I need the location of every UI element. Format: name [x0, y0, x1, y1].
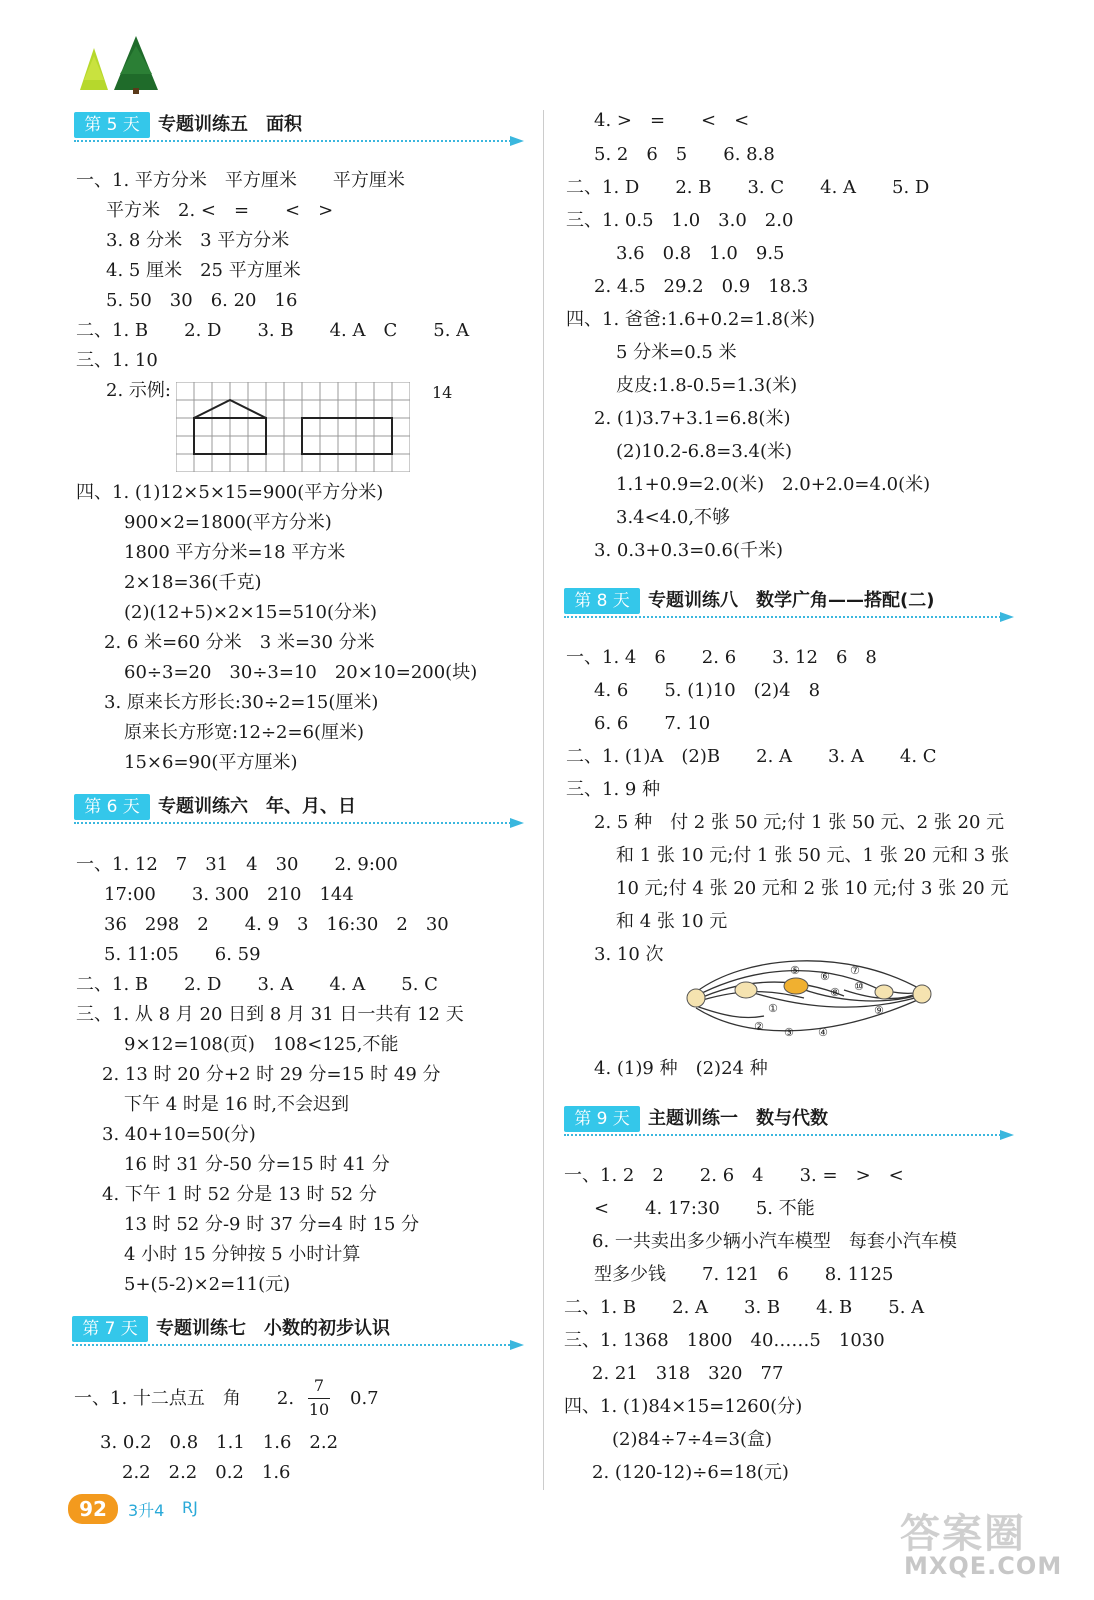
- answer-line: 一、1. 平方分米 平方厘米 平方厘米: [76, 170, 405, 191]
- answer-line: 2. 4.5 29.2 0.9 18.3: [594, 276, 809, 297]
- answer-line: 900×2=1800(平方分米): [124, 512, 332, 533]
- answer-line: 三、1. 10: [76, 350, 158, 371]
- dotted-rule: [74, 140, 518, 142]
- answer-line: 3.4<4.0,不够: [616, 507, 731, 528]
- answer-line: 5. 2 6 5 6. 8.8: [594, 144, 775, 165]
- answer-line: 13 时 52 分-9 时 37 分=4 时 15 分: [124, 1214, 420, 1235]
- answer-line: 2. 21 318 320 77: [592, 1363, 784, 1384]
- answer-line: 60÷3=20 30÷3=10 20×10=200(块): [124, 662, 478, 683]
- answer-line: 5 分米=0.5 米: [616, 342, 737, 363]
- answer-line: 4. > = < <: [594, 110, 750, 131]
- page-number: 92: [68, 1494, 118, 1524]
- arrow-icon: [1000, 612, 1014, 622]
- answer-line: 4. 5 厘米 25 平方厘米: [106, 260, 301, 281]
- answer-line: 2. 13 时 20 分+2 时 29 分=15 时 49 分: [102, 1064, 441, 1085]
- answer-line: 型多少钱 7. 121 6 8. 1125: [594, 1264, 894, 1285]
- answer-line: 一、1. 4 6 2. 6 3. 12 6 8: [566, 647, 877, 668]
- answer-line: 3. 10 次: [594, 944, 664, 965]
- answer-line: 三、1. 9 种: [566, 779, 661, 800]
- fraction-denominator: 10: [308, 1400, 330, 1419]
- answer-line: 3. 0.2 0.8 1.1 1.6 2.2: [100, 1432, 339, 1453]
- answer-line: 三、1. 0.5 1.0 3.0 2.0: [566, 210, 794, 231]
- answer-line: 一、1. 十二点五 角 2.: [74, 1388, 295, 1409]
- answer-line: 1.1+0.9=2.0(米) 2.0+2.0=4.0(米): [616, 474, 931, 495]
- answer-line: 10 元;付 4 张 20 元和 2 张 10 元;付 3 张 20 元: [616, 878, 1009, 899]
- answer-line: 15×6=90(平方厘米): [124, 752, 298, 773]
- answer-line: 5. 50 30 6. 20 16: [106, 290, 298, 311]
- circle-number: ⑩: [854, 980, 864, 993]
- answer-line: (2)84÷7÷4=3(盒): [612, 1429, 773, 1450]
- answer-line: < 4. 17:30 5. 不能: [594, 1198, 815, 1219]
- answer-line: 和 1 张 10 元;付 1 张 50 元、1 张 20 元和 3 张: [616, 845, 1009, 866]
- answer-line: 四、1. 爸爸:1.6+0.2=1.8(米): [566, 309, 816, 330]
- answer-line: 一、1. 12 7 31 4 30 2. 9:00: [76, 854, 398, 875]
- answer-line: 和 4 张 10 元: [616, 911, 728, 932]
- answer-line: 2. 示例:: [106, 380, 171, 401]
- answer-line: 二、1. D 2. B 3. C 4. A 5. D: [566, 177, 930, 198]
- dotted-rule: [564, 616, 1008, 618]
- answer-line: 2. (1)3.7+3.1=6.8(米): [594, 408, 791, 429]
- circle-number: ④: [818, 1026, 828, 1039]
- answer-line: 4. 6 5. (1)10 (2)4 8: [594, 680, 821, 701]
- answer-line: 2. 5 种 付 2 张 50 元;付 1 张 50 元、2 张 20 元: [594, 812, 1005, 833]
- edition-label: RJ: [182, 1498, 198, 1517]
- answer-line: 2.2 2.2 0.2 1.6: [122, 1462, 291, 1483]
- arrow-icon: [510, 136, 524, 146]
- circle-number: ⑤: [790, 964, 800, 977]
- section-header-day7: [72, 1312, 524, 1346]
- trees-icon: [74, 34, 164, 96]
- day-badge: 第 8 天: [564, 588, 640, 614]
- answer-line: 4. (1)9 种 (2)24 种: [594, 1058, 768, 1079]
- answer-line: 一、1. 2 2 2. 6 4 3. = > <: [564, 1165, 904, 1186]
- grade-label: 3升4: [128, 1501, 165, 1520]
- answer-line: (2)10.2-6.8=3.4(米): [616, 441, 793, 462]
- circle-number: ⑥: [820, 970, 830, 983]
- answer-line: 平方米 2. < = < >: [106, 200, 334, 221]
- arrow-icon: [510, 1340, 524, 1350]
- circle-number: ⑧: [830, 986, 840, 999]
- section-title: 专题训练七 小数的初步认识: [156, 1318, 390, 1339]
- answer-line: 16 时 31 分-50 分=15 时 41 分: [124, 1154, 390, 1175]
- answer-line: 2. 6 米=60 分米 3 米=30 分米: [104, 632, 375, 653]
- answer-line: 4. 下午 1 时 52 分是 13 时 52 分: [102, 1184, 377, 1205]
- answer-line: 5+(5-2)×2=11(元): [124, 1274, 291, 1295]
- answer-line: 2×18=36(千克): [124, 572, 262, 593]
- answer-line: 6. 6 7. 10: [594, 713, 711, 734]
- answer-line: 原来长方形宽:12÷2=6(厘米): [124, 722, 365, 743]
- answer-line: 2. (120-12)÷6=18(元): [592, 1462, 789, 1483]
- dotted-rule: [72, 1344, 518, 1346]
- circle-number: ①: [768, 1002, 778, 1015]
- answer-line: 二、1. B 2. D 3. A 4. A 5. C: [76, 974, 438, 995]
- answer-line: 3. 原来长方形长:30÷2=15(厘米): [104, 692, 379, 713]
- answer-line: 三、1. 从 8 月 20 日到 8 月 31 日一共有 12 天: [76, 1004, 464, 1025]
- watermark-url: MXQE.COM: [904, 1552, 1063, 1580]
- answer-line: (2)(12+5)×2×15=510(分米): [124, 602, 377, 623]
- answer-line: 0.7: [350, 1388, 379, 1409]
- answer-line: 36 298 2 4. 9 3 16:30 2 30: [104, 914, 449, 935]
- section-header-day6: [74, 790, 524, 824]
- circle-number: ②: [754, 1020, 764, 1033]
- answer-line: 6. 一共卖出多少辆小汽车模型 每套小汽车模: [592, 1231, 957, 1252]
- section-header-day5: [74, 108, 524, 142]
- answer-line: 14: [432, 383, 453, 402]
- dotted-rule: [74, 822, 518, 824]
- answer-line: 二、1. B 2. D 3. B 4. A C 5. A: [76, 320, 470, 341]
- arrow-icon: [510, 818, 524, 828]
- answer-line: 17:00 3. 300 210 144: [104, 884, 354, 905]
- answer-line: 3.6 0.8 1.0 9.5: [616, 243, 785, 264]
- answer-line: 四、1. (1)84×15=1260(分): [564, 1396, 803, 1417]
- day-badge: 第 5 天: [74, 112, 150, 138]
- section-header-day8: [564, 584, 1014, 618]
- section-title: 主题训练一 数与代数: [648, 1108, 828, 1129]
- fraction-bar: [308, 1398, 330, 1399]
- day-badge: 第 6 天: [74, 794, 150, 820]
- answer-line: 3. 8 分米 3 平方分米: [106, 230, 290, 251]
- answer-line: 二、1. (1)A (2)B 2. A 3. A 4. C: [566, 746, 937, 767]
- section-title: 专题训练六 年、月、日: [158, 796, 356, 817]
- answer-line: 三、1. 1368 1800 40……5 1030: [564, 1330, 885, 1351]
- circle-number: ③: [784, 1026, 794, 1039]
- circle-number: ⑨: [874, 1004, 884, 1017]
- answer-line: 二、1. B 2. A 3. B 4. B 5. A: [564, 1297, 925, 1318]
- section-header-day9: [564, 1102, 1014, 1136]
- circle-number: ⑦: [850, 964, 860, 977]
- watermark-text: 答案圈: [900, 1511, 1026, 1557]
- answer-line: 1800 平方分米=18 平方米: [124, 542, 346, 563]
- answer-line: 四、1. (1)12×5×15=900(平方分米): [76, 482, 384, 503]
- section-title: 专题训练五 面积: [158, 114, 302, 135]
- grid-figure: [176, 382, 410, 472]
- answer-line: 3. 40+10=50(分): [102, 1124, 256, 1145]
- watermark: [900, 1500, 1076, 1590]
- arrow-icon: [1000, 1130, 1014, 1140]
- answer-line: 3. 0.3+0.3=0.6(千米): [594, 540, 783, 561]
- day-badge: 第 9 天: [564, 1106, 640, 1132]
- answer-line: 5. 11:05 6. 59: [104, 944, 261, 965]
- fraction-numerator: 7: [313, 1376, 325, 1395]
- column-divider: [543, 110, 544, 1490]
- section-title: 专题训练八 数学广角——搭配(二): [648, 590, 935, 611]
- answer-line: 4 小时 15 分钟按 5 小时计算: [124, 1244, 361, 1265]
- animal-handshake-figure: [684, 946, 934, 1046]
- answer-line: 9×12=108(页) 108<125,不能: [124, 1034, 399, 1055]
- dotted-rule: [564, 1134, 1008, 1136]
- answer-line: 皮皮:1.8-0.5=1.3(米): [616, 375, 798, 396]
- answer-line: 下午 4 时是 16 时,不会迟到: [124, 1094, 349, 1115]
- day-badge: 第 7 天: [72, 1316, 148, 1342]
